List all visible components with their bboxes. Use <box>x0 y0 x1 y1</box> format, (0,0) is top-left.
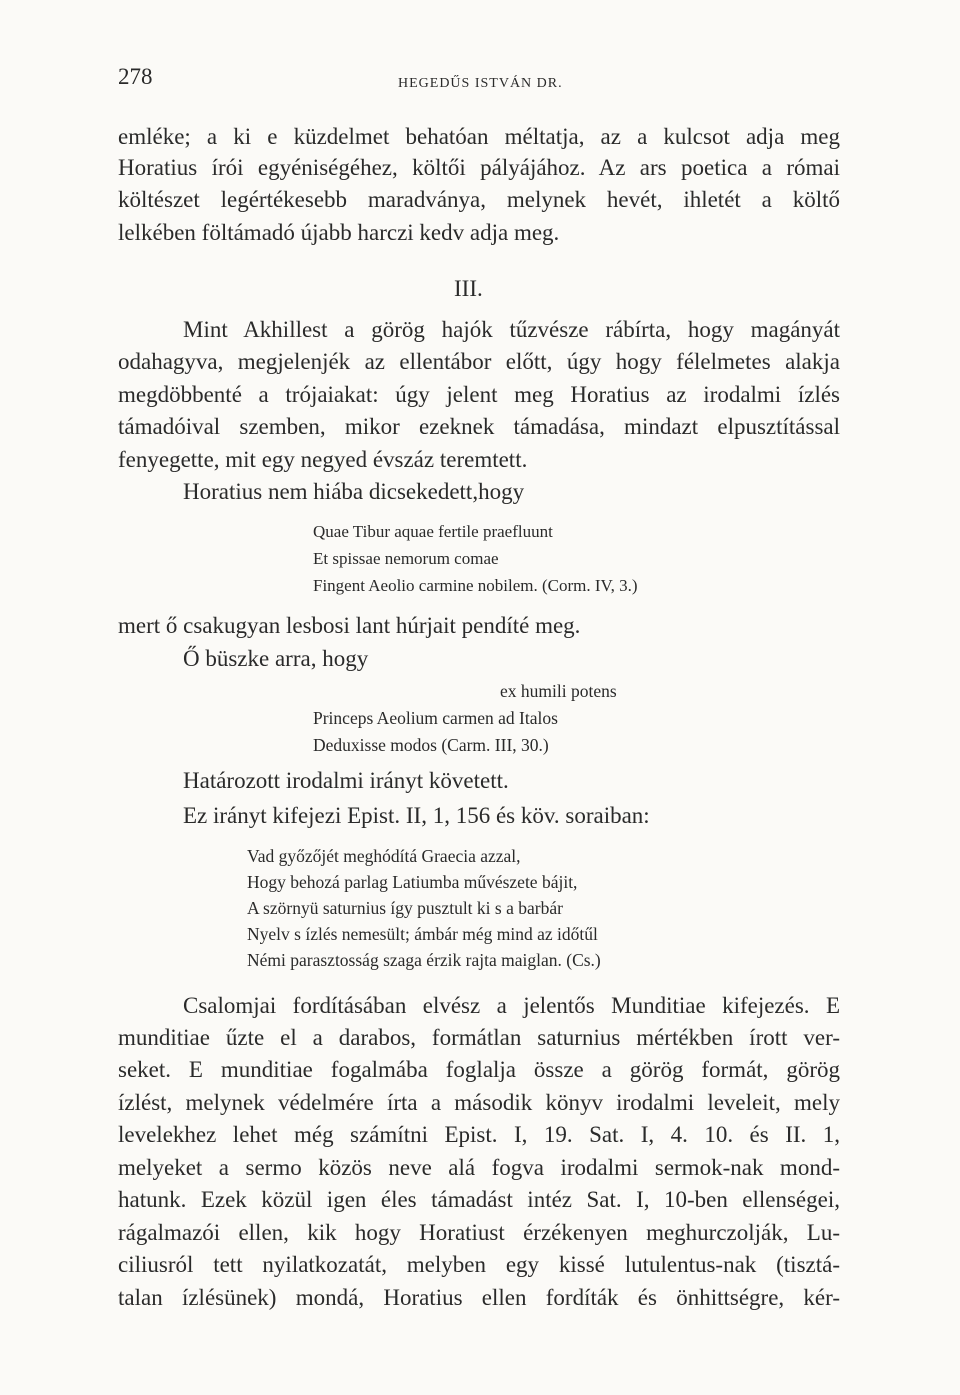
text-line: Mint Akhillest a görög hajók tűzvésze rábírta, hogy magányát <box>183 317 840 342</box>
text-line: mert ő csakugyan lesbosi lant húrjait pendíté meg. <box>118 613 581 638</box>
quote-line: Quae Tibur aquae fertile praefluunt <box>313 522 553 541</box>
text-line: Horatius nem hiába dicsekedett,hogy <box>183 479 525 504</box>
text-line: Horatius írói egyéniségéhez, költői pályájához. Az ars poetica a római <box>118 155 840 180</box>
text-line: munditiae űzte el a darabos, formátlan saturnius mértékben írott ver- <box>118 1025 840 1050</box>
text-line: Csalomjai fordításában elvész a jelentős Munditiae kifejezés. E <box>183 993 840 1018</box>
text-line: talan ízlésünek) mondá, Horatius ellen fordíták és önhittségre, kér- <box>118 1285 840 1310</box>
text-line: levelekhez lehet még számítni Epist. I, 19. Sat. I, 4. 10. és II. 1, <box>118 1122 840 1147</box>
quote-line: A szörnyü saturnius így pusztult ki s a barbár <box>247 898 563 918</box>
quote-line: Vad győzőjét meghódítá Graecia azzal, <box>247 846 521 866</box>
text-line: költészet legértékesebb maradványa, melynek hevét, ihletét a költő <box>118 187 840 212</box>
quote-line: Hogy behozá parlag Latiumba művészete bájit, <box>247 872 578 892</box>
page-number: 278 <box>118 64 153 89</box>
text-line: hatunk. Ezek közül igen éles támadást intéz Sat. I, 10-ben ellenségei, <box>118 1187 840 1212</box>
text-line: lelkében föltámadó újabb harczi kedv adja meg. <box>118 220 560 245</box>
text-line: fenyegette, mit egy negyed évszáz teremtett. <box>118 447 528 472</box>
quote-line: Fingent Aeolio carmine nobilem. (Corm. IV, 3.) <box>313 576 638 595</box>
running-title: HEGEDŰS ISTVÁN DR. <box>398 76 563 91</box>
text-line: ciliusról tett nyilatkozatát, melyben egy kissé lutulentus-nak (tisztá- <box>118 1252 840 1277</box>
quote-line: ex humili potens <box>500 681 617 701</box>
text-line: megdöbbenté a trójaiakat: úgy jelent meg Horatius az irodalmi ízlés <box>118 382 840 407</box>
text-line: melyeket a sermo közös neve alá fogva irodalmi sermok-nak mond- <box>118 1155 840 1180</box>
quote-line: Némi parasztosság szaga érzik rajta maiglan. (Cs.) <box>247 950 601 970</box>
quote-line: Et spissae nemorum comae <box>313 549 499 568</box>
text-line: emléke; a ki e küzdelmet behatóan méltatja, az a kulcsot adja meg <box>118 124 840 149</box>
quote-line: Nyelv s ízlés nemesült; ámbár még mind az időtűl <box>247 924 598 944</box>
text-line: odahagyva, megjelenjék az ellentábor előtt, úgy hogy félelmetes alakja <box>118 349 840 374</box>
text-line: seket. E munditiae fogalmába foglalja össze a görög formát, görög <box>118 1057 840 1082</box>
text-line: rágalmazói ellen, kik hogy Horatiust érzékenyen meghurczolják, Lu- <box>118 1220 840 1245</box>
text-line: ízlést, melynek védelmére írta a második könyv irodalmi leveleit, mely <box>118 1090 840 1115</box>
section-number: III. <box>454 276 483 301</box>
quote-line: Princeps Aeolium carmen ad Italos <box>313 708 558 728</box>
quote-line: Deduxisse modos (Carm. III, 30.) <box>313 735 549 755</box>
text-line: támadóival szemben, mikor ezeknek támadása, mindazt elpusztítással <box>118 414 840 439</box>
text-line: Ez irányt kifejezi Epist. II, 1, 156 és köv. soraiban: <box>183 803 650 828</box>
text-line: Ő büszke arra, hogy <box>183 646 369 671</box>
text-line: Határozott irodalmi irányt követett. <box>183 768 509 793</box>
